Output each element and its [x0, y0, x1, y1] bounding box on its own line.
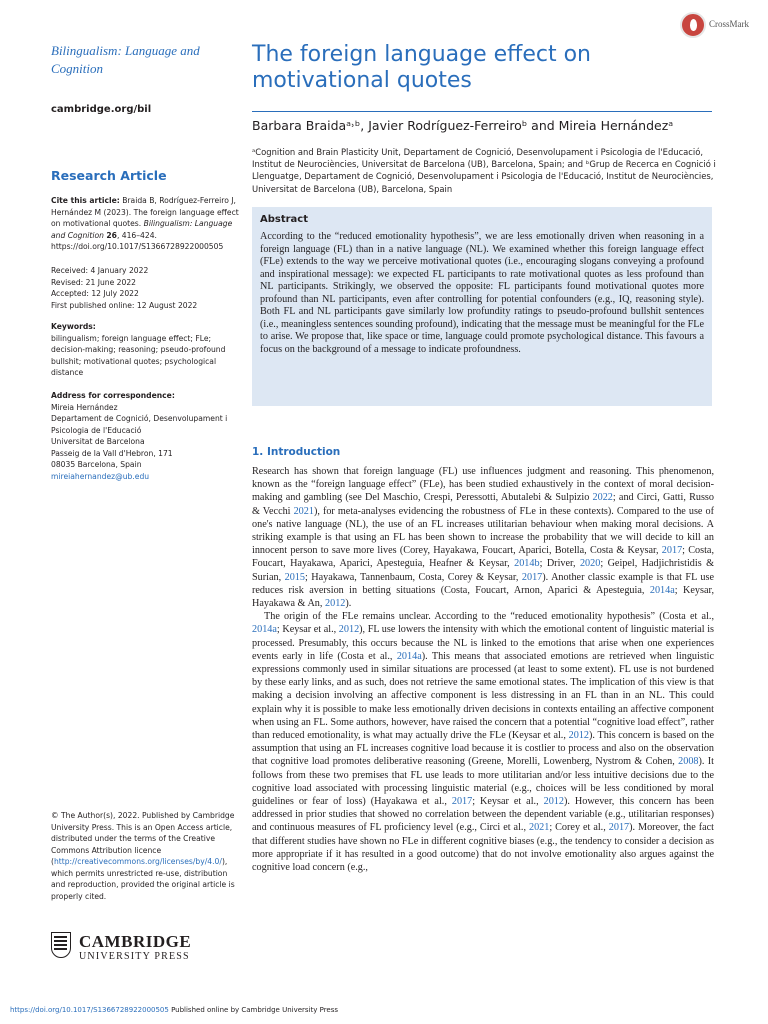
- citation-link[interactable]: 2017: [521, 571, 543, 583]
- citation-link[interactable]: 2022: [592, 492, 613, 504]
- date-revised: Revised: 21 June 2022: [51, 277, 136, 287]
- cite-journal: Bilingualism: Language and Cognition: [51, 219, 233, 240]
- keywords-text: bilingualism; foreign language effect; FLe; decision-making; reasoning; pseudo-profound bullshit; motivational quotes; psychological distance: [51, 333, 226, 377]
- paragraph-text: ; Geipel, Hadjichristidis & Surian,: [252, 558, 714, 583]
- paragraph-text: ; Keysar, Hayakawa & An,: [252, 584, 714, 610]
- paragraph-text: ). Moreover, the fact that different studies have shown no FLe in different cognitive biases (e.g., the tendency to consider a decision as more appropriate if it has resulted in a good outcome) that do not involve emotionality also argues against the cognitive load concern (e.g.,: [252, 822, 714, 874]
- journal-site-link[interactable]: cambridge.org/bil: [51, 104, 152, 115]
- citation-link[interactable]: 2020: [579, 558, 601, 570]
- article-title: The foreign language effect on motivational quotes: [252, 42, 591, 93]
- paragraph-text: The origin of the FLe remains unclear. According to the “reduced emotionality hypothesis” (Costa et al.,: [264, 611, 714, 623]
- shield-icon: [51, 932, 71, 958]
- abstract-text: According to the “reduced emotionality hypothesis”, we are less emotionally driven when reasoning in a foreign language (FL) than in a native language (NL). We examined whether this foreign language effect (FLe) extends to the way we perceive motivational quotes (i.e., encouraging slogans conveying a profound and inspirational message): we expected FL participants to rate motivational quotes as less profound than NL participants. Strikingly, we observed the opposite: FL participants found motivational quotes more profound than NL participants, even after controlling for potential confounders (e.g., IQ, reasoning style). Both FL and NL participants gave similarly low profundity ratings to pseudo-profound bullshit sentences (i.e., meaningless sentences sounding profound), indicating that the message must be meaningful for the FLe to arise. We propose that, like space or time, language could promote psychological distance. This favours a focus on the background of a message to indicate profoundness.: [260, 231, 704, 355]
- citation-link[interactable]: 2017: [661, 545, 683, 557]
- citation-link[interactable]: 2012: [543, 796, 564, 808]
- publisher-name: CAMBRIDGE: [79, 932, 192, 951]
- abstract-heading: Abstract: [260, 214, 309, 225]
- paragraph-text: ; Keysar et al.,: [276, 624, 339, 636]
- address-label: Address for correspondence:: [51, 391, 175, 400]
- cite-label: Cite this article:: [51, 196, 120, 205]
- paragraph-text: ).: [345, 598, 352, 610]
- license-text-end: ), which permits unrestricted re-use, distribution and reproduction, provided the original article is properly cited.: [51, 857, 235, 901]
- cite-text: Braida B, Rodríguez-Ferreiro J, Hernández M (2023). The foreign language effect on motivational quotes.: [51, 196, 239, 228]
- citation-link[interactable]: 2017: [608, 822, 630, 834]
- citation-link[interactable]: 2012: [325, 598, 346, 610]
- license-text: © The Author(s), 2022. Published by Cambridge University Press. This is an Open Access article, distributed under the terms of the Creative Commons Attribution licence (: [51, 811, 235, 866]
- section-body: [252, 465, 714, 874]
- address-line: Passeig de la Vall d'Hebron, 171: [51, 448, 173, 458]
- citation-link[interactable]: 2021: [293, 505, 314, 517]
- date-received: Received: 4 January 2022: [51, 266, 149, 275]
- date-first-published: First published online: 12 August 2022: [51, 300, 198, 310]
- paragraph-text: ), for meta-analyses evidencing the robustness of FLe in these contexts). Compared to the use of one's native language (NL), the use of an FL increases utilitarian behaviour when making moral decisions. A striking example is that using an FL has been shown to increase the probability that we will decide to kill an innocent person to save more lives (Corey, Hayakawa, Foucart, Aparici, Botella, Costa & Keysar,: [252, 505, 714, 557]
- citation-link[interactable]: 2008: [678, 756, 699, 768]
- paragraph-text: ). This means that associated emotions are retrieved when linguistic expressions commonly used in similar situations are processed (at least to some extent). FL use is not burdened by these early links, and as such, does not retrieve the same emotional states. The implication of this view is that making a decision involving an affective component is less distressing in an FL than in an NL. This could explain why it is possible to make less emotionally driven decisions in contexts entailing an affective component when using an FL. Some authors, however, have raised the concern that a potential “cognitive load effect”, rather than reduced emotionality, is what may actually drive the FLe (Keysar et al.,: [252, 650, 715, 742]
- paragraph: [252, 610, 714, 874]
- paragraph: [252, 465, 714, 610]
- paragraph-text: ), FL use lowers the intensity with which the emotional content of linguistic material is processed. Presumably, this occurs because the NL is linked to the emotions that arise when one experiences events early in life (Costa et al.,: [252, 624, 714, 662]
- paragraph-text: ; Hayakawa, Tannenbaum, Costa, Corey & Keysar,: [304, 571, 522, 583]
- abstract-panel: [252, 207, 712, 406]
- paragraph-text: Research has shown that foreign language (FL) use influences judgment and reasoning. This phenomenon, known as the “foreign language effect” (FLe), has been studied exhaustively in the context of moral decision-making and gambling (see Del Maschio, Crespi, Peressotti, Abutalebi & Sulpizio: [252, 466, 714, 504]
- paragraph-text: ; and Circi, Gatti, Russo & Vecchi: [252, 492, 714, 517]
- publisher-logo: [51, 932, 201, 964]
- citation-link[interactable]: 2012: [568, 730, 589, 742]
- dates-block: [51, 265, 241, 311]
- article-type: Research Article: [51, 168, 167, 183]
- address-line: Universitat de Barcelona: [51, 437, 145, 446]
- page-footer: [10, 1006, 338, 1014]
- affiliations: ᵃCognition and Brain Plasticity Unit, Departament de Cognició, Desenvolupament i Psicologia de l'Educació, Institut de Neurociències, Universitat de Barcelona (UB), Barcelona, Spain; and ᵇGrup de Recerca en Cognició i Llenguatge, Departament de Cognició, Desenvolupament i Psicologia de l'Educació, Institut de Neurociències, Universitat de Barcelona (UB), Barcelona, Spain: [252, 147, 716, 194]
- author-list: Barbara Braidaᵃ˒ᵇ, Javier Rodríguez-Ferreiroᵇ and Mireia Hernándezᵃ: [252, 118, 674, 133]
- paragraph-text: ; Keysar et al.,: [472, 796, 544, 808]
- citation-link[interactable]: 2017: [451, 796, 473, 808]
- address-line: Mireia Hernández: [51, 402, 118, 412]
- paragraph-text: ). However, this concern has been addressed in prior studies that showed no correlation between the dependent variable (e.g., utilitarian responses) and continuous measures of FL proficiency level (e.g., Circi et al.,: [252, 796, 714, 834]
- paragraph-text: ). This concern is based on the assumption that using an FL increases cognitive load because it is costlier to process and also on the observation that cognitive load promotes deliberative reasoning (Greene, Morelli, Lowenberg, Nystrom & Cohen,: [252, 730, 714, 768]
- citation-link[interactable]: 2021: [528, 822, 550, 834]
- citation-link[interactable]: 2015: [284, 571, 305, 583]
- citation-link[interactable]: 2014a: [396, 650, 422, 662]
- citation-block: [51, 195, 241, 253]
- cite-volume: 26: [106, 230, 117, 240]
- paragraph-text: ; Driver,: [539, 558, 580, 570]
- paragraph-text: ; Costa, Foucart, Hayakawa, Aparici, Apesteguia, Heafner & Keysar,: [252, 545, 714, 570]
- title-divider: [252, 111, 712, 112]
- crossmark-badge[interactable]: [680, 12, 768, 40]
- crossmark-icon: [680, 12, 706, 38]
- footer-text: Published online by Cambridge University Press: [168, 1006, 339, 1014]
- crossmark-label: CrossMark: [709, 19, 749, 29]
- paragraph-text: ; Corey et al.,: [549, 822, 609, 834]
- address-line: 08035 Barcelona, Spain: [51, 460, 142, 469]
- cite-rest: , 416–424. https://doi.org/10.1017/S1366728922000505: [51, 230, 224, 251]
- journal-name: Bilingualism: Language and Cognition: [51, 43, 200, 76]
- license-link[interactable]: http://creativecommons.org/licenses/by/4.0/: [53, 857, 222, 866]
- paragraph-text: ). It follows from these two premises that FL use leads to more utilitarian and/or less intuitive decisions due to the cognitive load associated with processing linguistic material (e.g., choices will be less conditioned by moral guidelines or fear of loss) (Hayakawa et al.,: [252, 756, 714, 808]
- section-heading: 1. Introduction: [252, 446, 341, 458]
- date-accepted: Accepted: 12 July 2022: [51, 289, 139, 298]
- footer-doi-link[interactable]: https://doi.org/10.1017/S1366728922000505: [10, 1006, 169, 1014]
- paragraph-text: ). Another classic example is that FL use reduces risk aversion in betting situations (Costa, Foucart, Arnon, Aparici & Apesteguia,: [252, 571, 714, 596]
- address-line: Departament de Cognició, Desenvolupament i Psicologia de l'Educació: [51, 414, 228, 435]
- license-block: [51, 810, 241, 902]
- keywords-block: [51, 321, 241, 379]
- citation-link[interactable]: 2012: [338, 624, 360, 636]
- email-link[interactable]: mireiahernandez@ub.edu: [51, 471, 150, 481]
- citation-link[interactable]: 2014a: [649, 584, 675, 596]
- keywords-label: Keywords:: [51, 322, 96, 331]
- correspondence-block: [51, 390, 241, 482]
- citation-link[interactable]: 2014b: [514, 558, 540, 570]
- publisher-subname: UNIVERSITY PRESS: [79, 951, 190, 962]
- citation-link[interactable]: 2014a: [252, 624, 277, 636]
